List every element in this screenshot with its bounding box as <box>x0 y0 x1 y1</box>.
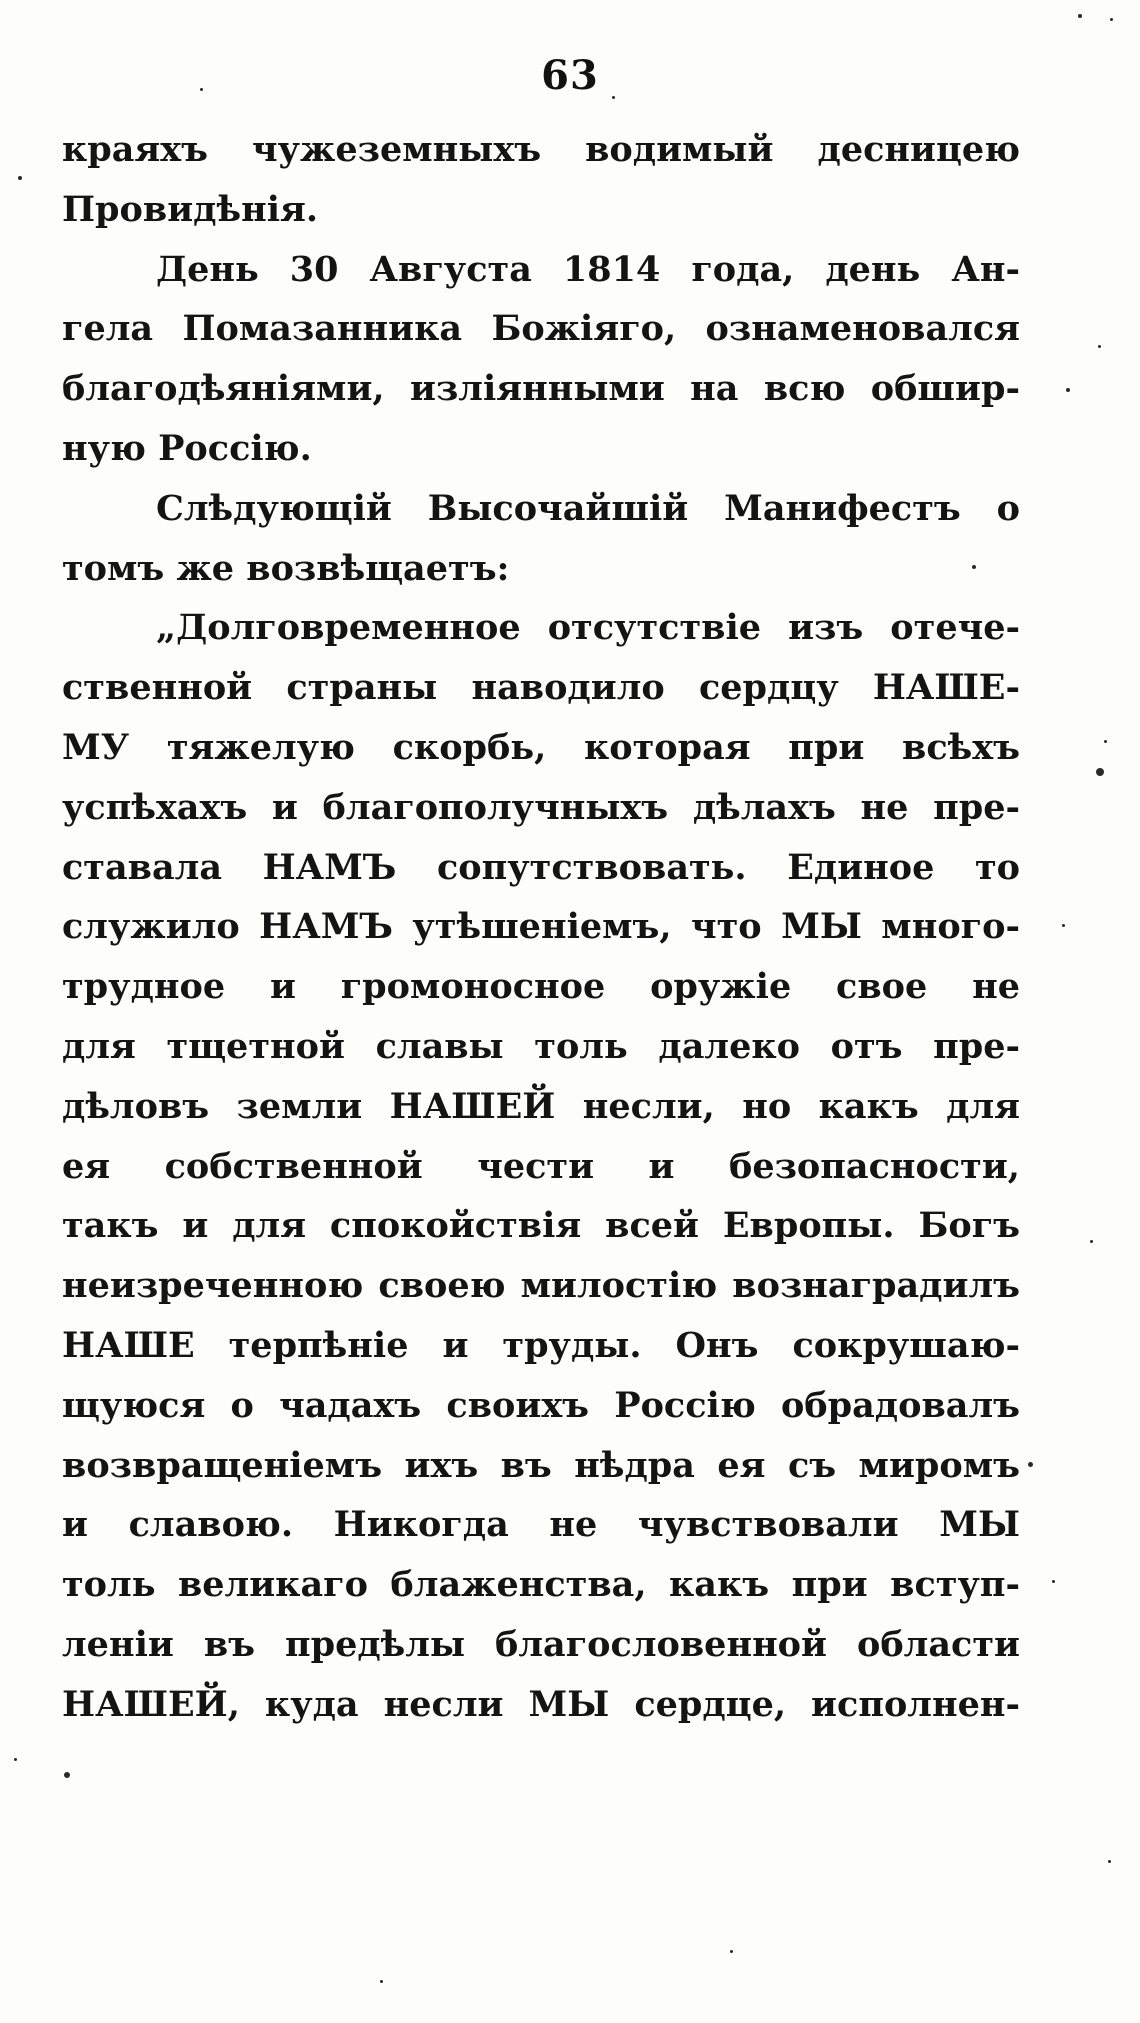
body-text <box>62 120 1020 1735</box>
text-line: томъ же возвѣщаетъ: <box>62 547 510 589</box>
text-line: дѣловъ земли НАШЕЙ несли, но какъ для <box>62 1085 1020 1127</box>
text-line: ную Россію. <box>62 427 312 469</box>
text-line: ставала НАМЪ сопутствовать. Единое то <box>62 846 1020 888</box>
text-line: щуюся о чадахъ своихъ Россію обрадовалъ <box>62 1384 1020 1426</box>
scan-speck <box>1104 740 1107 743</box>
text-line: возвращеніемъ ихъ въ нѣдра ея съ миромъ <box>62 1444 1020 1486</box>
text-line: краяхъ чужеземныхъ водимый десницею <box>62 129 1020 170</box>
scan-speck <box>1090 1240 1093 1243</box>
text-line: НАШЕЙ, куда несли МЫ сердце, исполнен- <box>62 1683 1020 1725</box>
paragraph-first-line: „Долговременное отсутствіе изъ отече- <box>156 607 1020 649</box>
scan-speck <box>1078 14 1082 18</box>
scan-speck <box>1096 768 1104 776</box>
scan-speck <box>380 1980 383 1983</box>
scan-speck <box>18 176 22 180</box>
text-line: МУ тяжелую скорбь, которая при всѣхъ <box>62 726 1020 768</box>
text-line: ственной страны наводило сердцу НАШЕ- <box>62 667 1020 709</box>
text-line: леніи въ предѣлы благословенной области <box>62 1623 1020 1665</box>
text-line: благодѣяніями, изліянными на всю обшир- <box>62 368 1020 410</box>
paragraph-first-line: Слѣдующій Высочайшій Манифестъ о <box>156 487 1020 529</box>
text-line: НАШЕ терпѣніе и труды. Онъ сокрушаю- <box>62 1324 1020 1366</box>
scan-speck <box>1108 1860 1111 1863</box>
text-line: успѣхахъ и благополучныхъ дѣлахъ не пре- <box>62 786 1020 828</box>
paragraph-first-line: День 30 Августа 1814 года, день Ан- <box>156 248 1020 290</box>
scan-speck <box>1098 345 1101 348</box>
text-line: для тщетной славы толь далеко отъ пре- <box>62 1025 1020 1067</box>
scan-speck <box>730 1950 733 1953</box>
page-number: 63 <box>541 52 599 99</box>
scan-speck <box>200 88 203 91</box>
text-line: ея собственной чести и безопасности, <box>62 1145 1020 1187</box>
scan-speck <box>972 565 976 569</box>
scan-speck <box>64 1772 70 1778</box>
scan-speck <box>612 96 615 99</box>
text-line: служило НАМЪ утѣшеніемъ, что МЫ много- <box>62 906 1020 948</box>
text-line: такъ и для спокойствія всей Европы. Богъ <box>62 1205 1020 1247</box>
text-line: гела Помазанника Божіяго, ознаменовался <box>62 308 1020 350</box>
text-line: толь великаго блаженства, какъ при вступ- <box>62 1564 1020 1606</box>
scan-speck <box>1028 1462 1033 1467</box>
scan-speck <box>1110 18 1113 21</box>
scan-speck <box>1066 388 1070 392</box>
text-line: Провидѣнія. <box>62 188 319 230</box>
text-line: трудное и громоносное оружіе свое не <box>62 966 1020 1008</box>
text-line: неизреченною своею милостію вознаградилъ <box>62 1265 1020 1307</box>
scan-speck <box>14 1758 17 1761</box>
text-line: и славою. Никогда не чувствовали МЫ <box>62 1504 1020 1546</box>
scan-speck <box>1052 1580 1055 1583</box>
scan-speck <box>1062 924 1065 927</box>
